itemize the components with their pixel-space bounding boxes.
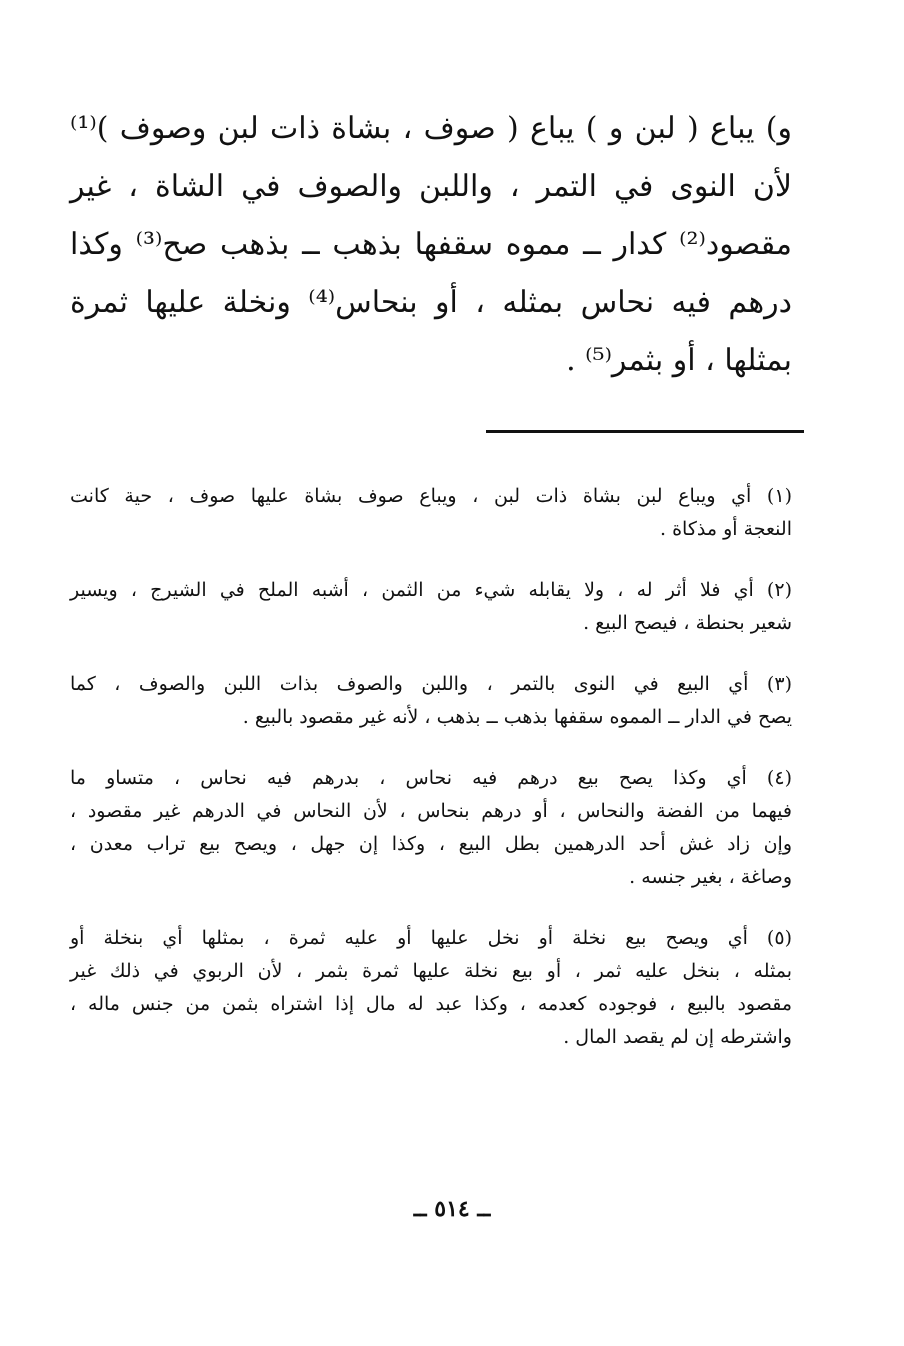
footnote-line: واشترطه إن لم يقصد المال .: [563, 1026, 792, 1048]
footnote-line: (٢) أي فلا أثر له ، ولا يقابله شيء من الثمن ، أشبه الملح في الشيرج ، ويسير: [70, 579, 792, 601]
footnote-line: وصاغة ، بغير جنسه .: [629, 866, 792, 888]
footnote-line: (٤) أي وكذا يصح بيع درهم فيه نحاس ، بدرهم فيه نحاس ، متساو ما: [70, 767, 792, 789]
footnote-5: [70, 922, 792, 1054]
main-text-line: مقصود⁽²⁾ كدار ــ مموه سقفها بذهب ــ بذهب صح⁽³⁾ وكذا: [70, 227, 792, 262]
page-number: ــ ٥١٤ ــ: [413, 1196, 491, 1222]
footnote-4: [70, 762, 792, 894]
footnote-3: [70, 668, 792, 734]
main-text-line: درهم فيه نحاس بمثله ، أو بنحاس⁽⁴⁾ ونخلة عليها ثمرة: [70, 285, 793, 320]
footnote-line: يصح في الدار ــ المموه سقفها بذهب ــ بذهب ، لأنه غير مقصود بالبيع .: [242, 706, 792, 728]
main-text-line: و) يباع ( لبن و ) يباع ( صوف ، بشاة ذات لبن وصوف )⁽¹⁾: [70, 111, 792, 146]
footnote-2: [70, 574, 792, 640]
footnote-1: [70, 480, 792, 546]
footnote-line: بمثله ، بنخل عليه ثمر ، أو بيع نخلة عليها ثمرة بثمر ، لأن الربوي في ذلك غير: [70, 960, 792, 982]
footnote-line: النعجة أو مذكاة .: [660, 518, 792, 540]
footnote-line: وإن زاد غش أحد الدرهمين بطل البيع ، وكذا إن جهل ، ويصح بيع تراب معدن ،: [70, 833, 792, 855]
footnote-line: مقصود بالبيع ، فوجوده كعدمه ، وكذا عبد له مال إذا اشتراه بثمن من جنس ماله ،: [70, 993, 792, 1015]
main-text-line: لأن النوى في التمر ، واللبن والصوف في الشاة ، غير: [70, 169, 792, 204]
footnote-line: فيهما من الفضة والنحاس ، أو درهم بنحاس ، لأن النحاس في الدرهم غير مقصود ،: [70, 800, 792, 822]
footnote-line: شعير بحنطة ، فيصح البيع .: [583, 612, 792, 634]
main-text-line: بمثلها ، أو بثمر⁽⁵⁾ .: [566, 343, 792, 378]
footnote-line: (٥) أي ويصح بيع نخلة أو نخل عليها أو عليه ثمرة ، بمثلها أي بنخلة أو: [70, 927, 792, 949]
footnote-line: (١) أي ويباع لبن بشاة ذات لبن ، ويباع صوف بشاة عليها صوف ، حية كانت: [70, 485, 792, 507]
footnotes-section: [70, 480, 792, 1082]
footnote-divider: [486, 430, 804, 433]
footnote-line: (٣) أي البيع في النوى بالتمر ، واللبن والصوف بذات اللبن والصوف ، كما: [70, 673, 792, 695]
main-text-block: [70, 100, 792, 390]
